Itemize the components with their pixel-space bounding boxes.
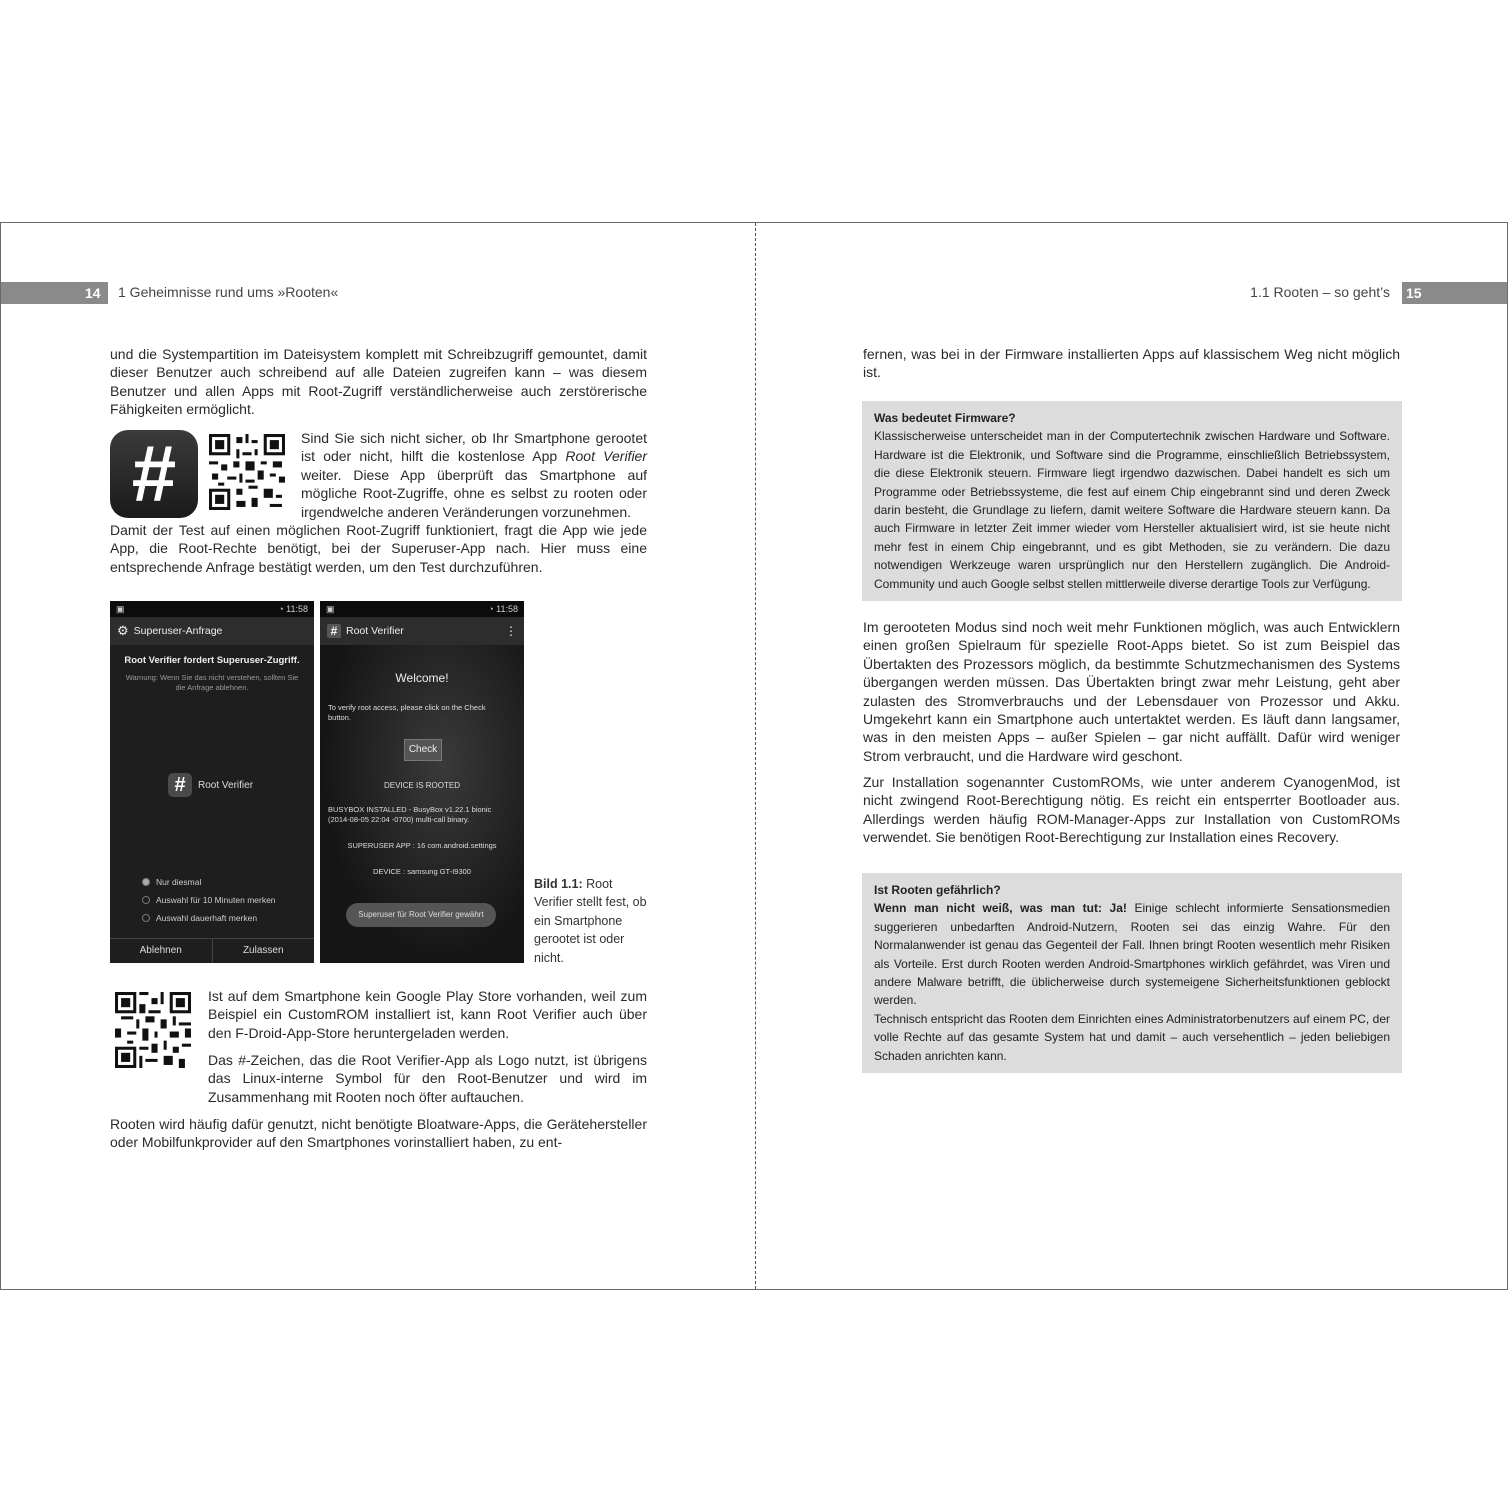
paragraph: [110, 345, 647, 419]
paragraph: [863, 618, 1400, 765]
requesting-app: [168, 773, 253, 797]
paragraph-text: Das #-Zeichen, das die Root Verifier-App als Logo nutzt, ist übrigens das Linux-interne Symbol für den Root-Benutzer und wird im Zusammenhang mit Rooten noch öfter auftauchen.: [208, 1052, 647, 1105]
left-page: [1, 223, 754, 1289]
busybox-status: BUSYBOX INSTALLED - BusyBox v1.22.1 bionic (2014-08-05 22:04 -0700) multi-call binary.: [328, 805, 492, 824]
warning-text: Warnung: Wenn Sie das nicht verstehen, sollten Sie die Anfrage ablehnen.: [125, 673, 299, 692]
paragraph: [208, 1051, 647, 1106]
radio-dot: [142, 878, 150, 886]
paragraph: [863, 345, 1400, 382]
root-verifier-screenshot: [320, 601, 524, 963]
qr-code-icon: [209, 434, 285, 510]
gear-icon: ⚙: [117, 623, 129, 638]
warning-box-title: Ist Rooten gefährlich?: [874, 883, 1001, 897]
warning-box-lead: Wenn man nicht weiß, was man tut: Ja!: [874, 901, 1127, 916]
page-number: 14: [85, 285, 101, 301]
status-time: 11:58: [496, 604, 518, 614]
hash-icon: #: [168, 773, 192, 797]
superuser-request-screenshot: [110, 601, 314, 963]
app-bar-title: Superuser-Anfrage: [133, 625, 223, 637]
notification-icon: ▣: [326, 603, 335, 614]
request-text: Root Verifier fordert Superuser-Zugriff.: [124, 655, 300, 666]
instruction-text: To verify root access, please click on the Check button.: [328, 703, 486, 722]
allow-button[interactable]: Zulassen: [212, 939, 315, 963]
paragraph: [110, 521, 647, 576]
book-spread: [0, 222, 1508, 1290]
app-bar: [320, 617, 524, 645]
device-status: DEVICE : samsung GT-I9300: [373, 867, 471, 876]
info-box: [862, 401, 1402, 601]
wifi-icon: ◔: [488, 604, 494, 614]
deny-button[interactable]: Ablehnen: [139, 945, 182, 956]
toast-message: Superuser für Root Verifier gewährt: [346, 903, 496, 927]
warning-box-text: Einige schlecht informierte Sensationsmedien suggerieren unbedarften Android-Nutzern, Rooten sei das einzig Wahre. Für den Normalanwender ist genau das Gegenteil der Fall. Ihnen bringt Rooten wesentlich mehr Risiken als Vorteile. Erst durch Rooten werden Android-Smartphones wirklich gefährdet, was Viren und andere Malware betrifft, die üblicherweise durch systemeigene Sicherheitsfunktionen geblockt werden.: [874, 901, 1390, 1008]
wifi-icon: ◔: [278, 604, 284, 614]
radio-dot: [142, 896, 150, 904]
notification-icon: ▣: [116, 603, 125, 614]
paragraph-text: Sind Sie sich nicht sicher, ob Ihr Smartphone gerootet ist oder nicht, hilft die kostenlose App Root Verifier weiter. Diese App überprüft das Smartphone auf mögliche Root-Zugriffe, ohne es selbst zu rooten oder irgendwelche anderen Veränderungen vorzunehmen.: [301, 430, 647, 520]
app-bar-title: Root Verifier: [346, 625, 404, 637]
status-time: 11:58: [286, 604, 308, 614]
right-page: [756, 223, 1507, 1289]
status-bar: [320, 601, 524, 617]
caption-label: Bild 1.1:: [534, 877, 583, 891]
paragraph-text: Damit der Test auf einen möglichen Root-Zugriff funktioniert, fragt die App wie jede App, die Root-Rechte benötigt, bei der Superuser-App nach. Hier muss eine entsprechende Anfrage bestätigt werden, um den Test durchzuführen.: [110, 522, 647, 575]
superuser-status: SUPERUSER APP : 16 com.android.settings: [347, 841, 497, 850]
dialog-buttons: [110, 938, 314, 963]
radio-option[interactable]: Nur diesmal: [142, 877, 201, 887]
warning-box: [862, 873, 1402, 1073]
status-bar: [110, 601, 314, 617]
paragraph: [110, 1115, 647, 1152]
caption-text: Root Verifier stellt fest, ob ein Smartphone gerootet ist oder nicht.: [534, 877, 647, 965]
app-bar: [110, 617, 314, 645]
welcome-text: Welcome!: [395, 671, 449, 685]
paragraph: [863, 773, 1400, 847]
paragraph-text: Zur Installation sogenannter CustomROMs, wie unter anderem CyanogenMod, ist nicht zwingend Root-Berechtigung nötig. Es reicht ein entsperrter Bootloader aus. Allerdings werden häufig ROM-Manager-Apps zur Installation von CustomROMs verwendet. Sie benötigen Root-Berechtigung zur Installation eines Recovery.: [863, 774, 1400, 846]
paragraph-text: Rooten wird häufig dafür genutzt, nicht benötigte Bloatware-Apps, die Gerätehersteller oder Mobilfunkprovider auf den Smartphones vorinstalliert haben, zu ent-: [110, 1116, 647, 1151]
app-name: Root Verifier: [565, 448, 647, 465]
page-number: 15: [1406, 285, 1422, 301]
rooted-status: DEVICE IS ROOTED: [383, 781, 460, 790]
paragraph-text: fernen, was bei in der Firmware installierten Apps auf klassischem Weg nicht möglich ist.: [863, 346, 1400, 381]
section-title: 1.1 Rooten – so geht’s: [1250, 284, 1390, 300]
paragraph: [208, 987, 647, 1042]
hash-icon: #: [327, 624, 341, 638]
qr-code-icon: [115, 992, 191, 1068]
paragraph-text: Ist auf dem Smartphone kein Google Play Store vorhanden, weil zum Beispiel ein CustomROM installiert ist, kann Root Verifier auch über den F-Droid-App-Store heruntergeladen werden.: [208, 988, 647, 1041]
requesting-app-name: Root Verifier: [198, 779, 254, 791]
paragraph-text: und die Systempartition im Dateisystem komplett mit Schreibzugriff gemountet, damit dieser Benutzer auch schreibend auf alle Dateien zugreifen kann – was diesem Benutzer und allen Apps mit Root-Zugriff verständlicherweise auch zerstörerische Fähigkeiten ermöglicht.: [110, 346, 647, 418]
paragraph: [301, 429, 647, 521]
radio-option[interactable]: Auswahl für 10 Minuten merken: [142, 895, 276, 905]
radio-dot: [142, 914, 150, 922]
info-box-title: Was bedeutet Firmware?: [874, 411, 1016, 425]
warning-box-text: Technisch entspricht das Rooten dem Einrichten eines Administratorbenutzers auf einem PC, der volle Rechte auf das gesamte System hat und damit – auch versehentlich – jeden beliebigen Schaden anrichten kann.: [874, 1011, 1390, 1063]
radio-option[interactable]: Auswahl dauerhaft merken: [142, 913, 257, 923]
info-box-text: Klassischerweise unterscheidet man in der Computertechnik zwischen Hardware und Software. Hardware ist die Elektronik, und Software sind die Programme, einschließlich Betriebssystem, die diese Elektronik steuern. Firmware liegt irgendwo dazwischen. Dabei handelt es sich um Programme oder Betriebssysteme, die fest auf einem Chip eingebrannt sind und deren Zweck darin besteht, die Grundlage zu liefern, damit weitere Software die Hardware steuern kann. Da auch Firmware in letzter Zeit immer wieder vom Hersteller aktualisiert wird, ist sie heute nicht mehr fest in einem Chip eingebrannt, und es gibt Methoden, sie zu verändern. Die dazu notwendigen Werkzeuge waren ursprünglich nur den Herstellern zugänglich. Die Android-Community und auch Google selbst stellen mittlerweile diverse derartige Tools zur Verfügung.: [874, 429, 1390, 591]
chapter-title: 1 Geheimnisse rund ums »Rooten«: [118, 284, 339, 300]
check-button[interactable]: Check: [404, 739, 442, 761]
root-verifier-app-icon: #: [110, 430, 198, 518]
paragraph-text: Im gerooteten Modus sind noch weit mehr Funktionen möglich, was auch Entwicklern einen großen Spielraum für spezielle Root-Apps bietet. So ist zum Beispiel das Übertakten des Prozessors möglich, da bestimmte Schutzmechanismen des Systems übergangen werden müssen. Das Übertakten bringt zwar mehr Leistung, geht aber zulasten des Stromverbrauchs und der Lebensdauer von Prozessor und Akku. Umgekehrt kann ein Smartphone auch untertaktet werden. Es läuft dann langsamer, was in den meisten Apps – außer Spielen – gar nicht auffällt. Dafür wird weniger Strom verbraucht, und die Hardware wird geschont.: [863, 619, 1400, 764]
overflow-menu-icon[interactable]: ⋮: [505, 624, 517, 638]
figure-caption: [534, 875, 650, 967]
